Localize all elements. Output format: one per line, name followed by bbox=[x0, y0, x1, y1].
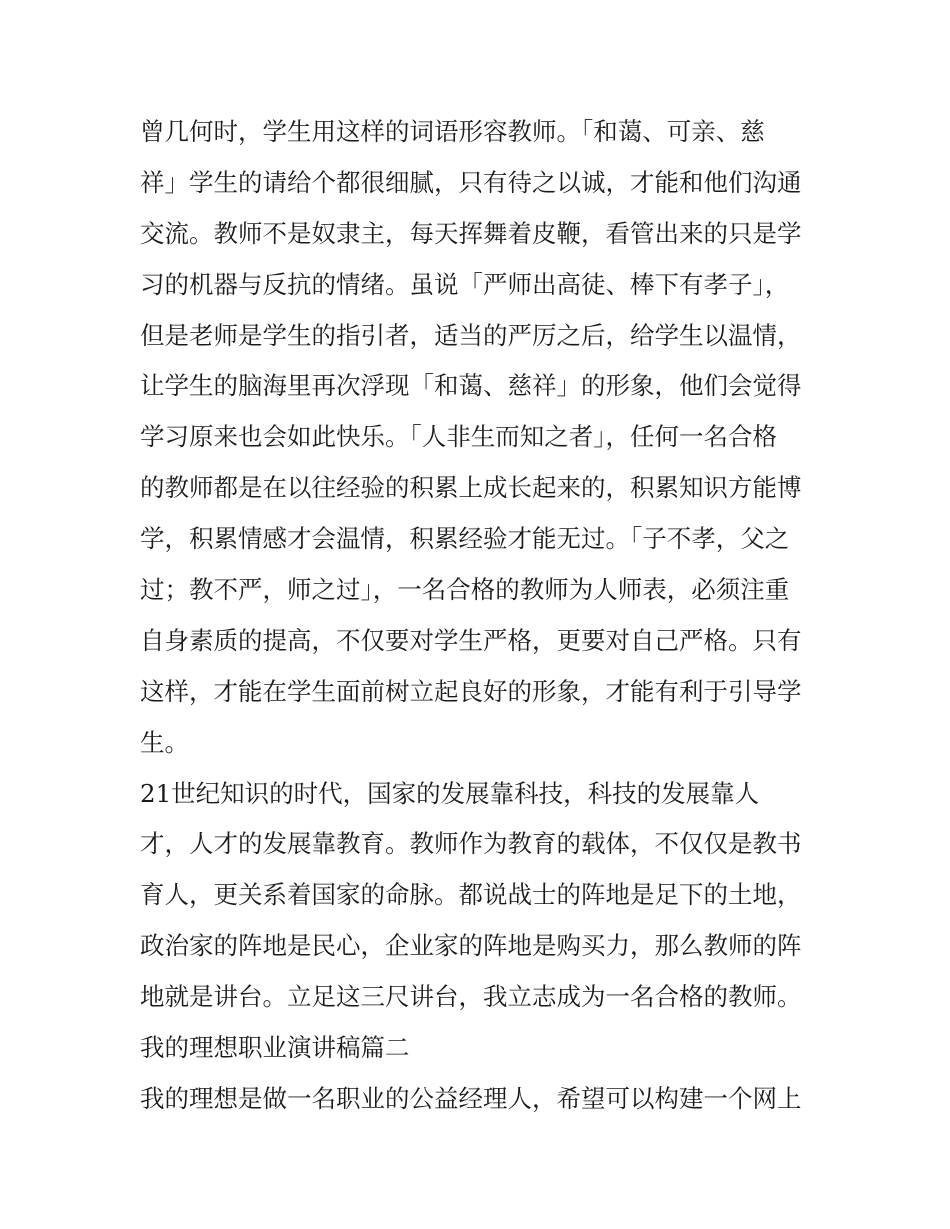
text-line: 地就是讲台。立足这三尺讲台，我立志成为一名合格的教师。 bbox=[140, 982, 802, 1012]
text-line: 让学生的脑海里再次浮现「和蔼、慈祥」的形象，他们会觉得 bbox=[140, 371, 802, 401]
text-line: 政治家的阵地是民心，企业家的阵地是购买力，那么教师的阵 bbox=[140, 931, 802, 961]
text-line: 生。 bbox=[140, 727, 189, 757]
text-line: 习的机器与反抗的情绪。虽说「严师出高徒、棒下有孝子」， bbox=[140, 269, 790, 299]
text-line: 的教师都是在以往经验的积累上成长起来的，积累知识方能博 bbox=[140, 473, 802, 503]
text-line: 这样，才能在学生面前树立起良好的形象，才能有利于引导学 bbox=[140, 676, 802, 706]
text-line: 21世纪知识的时代，国家的发展靠科技，科技的发展靠人 bbox=[140, 778, 760, 808]
text-line: 才，人才的发展靠教育。教师作为教育的载体，不仅仅是教书 bbox=[140, 829, 802, 859]
body-text bbox=[140, 107, 820, 1125]
text-line: 曾几何时，学生用这样的词语形容教师。「和蔼、可亲、慈 bbox=[140, 117, 765, 146]
text-line: 学习原来也会如此快乐。「人非生而知之者」，任何一名合格 bbox=[140, 422, 777, 452]
text-line: 我的理想是做一名职业的公益经理人，希望可以构建一个网上 bbox=[140, 1083, 802, 1113]
section-heading: 我的理想职业演讲稿篇二 bbox=[140, 1033, 410, 1063]
text-line: 但是老师是学生的指引者，适当的严厉之后，给学生以温情， bbox=[140, 320, 802, 350]
text-line: 祥」学生的请给个都很细腻，只有待之以诚，才能和他们沟通 bbox=[140, 167, 802, 197]
text-line: 过；教不严，师之过」，一名合格的教师为人师表，必须注重 bbox=[140, 575, 790, 605]
text-line: 育人，更关系着国家的命脉。都说战士的阵地是足下的土地， bbox=[140, 880, 802, 910]
text-line: 自身素质的提高，不仅要对学生严格，更要对自己严格。只有 bbox=[140, 625, 802, 655]
text-line: 学，积累情感才会温情，积累经验才能无过。「子不孝，父之 bbox=[140, 524, 790, 554]
text-line: 交流。教师不是奴隶主，每天挥舞着皮鞭，看管出来的只是学 bbox=[140, 218, 802, 248]
